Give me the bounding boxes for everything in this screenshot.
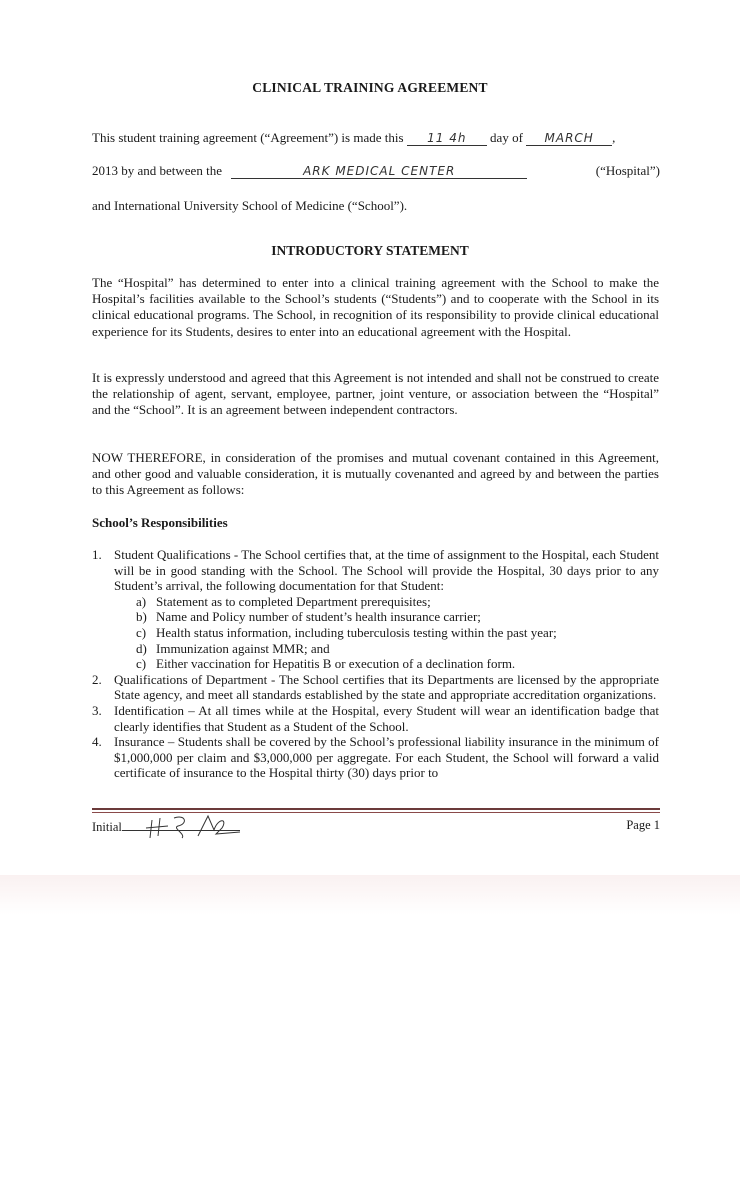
intro-line-2-suffix: (“Hospital”) <box>595 163 660 178</box>
item-number: 3. <box>92 702 102 718</box>
responsibilities-heading: School’s Responsibilities <box>92 515 228 530</box>
sub-item-text: Either vaccination for Hepatitis B or execution of a declination form. <box>156 656 516 672</box>
paragraph-2: It is expressly understood and agreed that this Agreement is not intended and shall not be construed to create the relationship of agent, servant, employee, partner, joint venture, or association between the “Hospital” and the “School”. It is an agreement between independent contractors. <box>92 370 659 418</box>
intro-line-3: and International University School of Medicine (“School”). <box>92 198 408 213</box>
list-item <box>92 547 659 672</box>
initials-signature <box>90 808 290 848</box>
sub-item-letter: d) <box>136 640 147 656</box>
hospital-name-field: ARK MEDICAL CENTER <box>231 164 527 179</box>
paragraph-1: The “Hospital” has determined to enter into a clinical training agreement with the School to make the Hospital’s facilities available to the School’s students (“Students”) and to cooperate with the School in its clinical educational programs. The School, in recognition of its responsibility to provide clinical educational experience for its Students, desires to enter into an educational agreement with the Hospital. <box>92 275 659 339</box>
item-text: Qualifications of Department - The School certifies that its Departments are licensed by the appropriate State agency, and meet all standards established by the state and appropriate accreditation organizations. <box>114 671 659 703</box>
sub-item <box>136 609 659 625</box>
paragraph-3: NOW THEREFORE, in consideration of the promises and mutual covenant contained in this Agreement, and other good and valuable consideration, it is mutually covenanted and agreed by and between the parties to this Agreement as follows: <box>92 450 659 498</box>
document-title: CLINICAL TRAINING AGREEMENT <box>252 80 488 95</box>
list-item <box>92 672 659 703</box>
day-field: 11 4h <box>407 131 487 146</box>
section-heading: INTRODUCTORY STATEMENT <box>271 243 469 258</box>
month-field: MARCH <box>526 131 612 146</box>
sub-item-letter: c) <box>136 624 147 640</box>
sub-item-text: Name and Policy number of student’s health insurance carrier; <box>156 609 481 625</box>
item-number: 1. <box>92 547 102 562</box>
intro-line-2 <box>92 163 660 179</box>
sub-item <box>136 656 659 672</box>
intro-line-2-prefix: 2013 by and between the <box>92 163 222 178</box>
sub-item <box>136 594 659 610</box>
item-text: Identification – At all times while at the Hospital, every Student will wear an identification badge that clearly identifies that Student as a Student of the School. <box>114 702 659 734</box>
item-text: Student Qualifications - The School certifies that, at the time of assignment to the Hospital, each Student will be in good standing with the School. The School will provide the Hospital, 30 days prior to any Student’s arrival, the following documentation for that Student: <box>114 547 659 594</box>
sub-item <box>136 625 659 641</box>
sub-item-letter: b) <box>136 609 147 625</box>
item-text: Insurance – Students shall be covered by the School’s professional liability insurance in the minimum of $1,000,000 per claim and $3,000,000 per aggregate. For each Student, the School will forward a valid certificate of insurance to the Hospital thirty (30) days prior to <box>114 734 659 781</box>
scan-shadow <box>0 875 740 915</box>
sub-list <box>114 594 659 672</box>
sub-item-text: Health status information, including tuberculosis testing within the past year; <box>156 624 557 640</box>
sub-item <box>136 641 659 657</box>
responsibilities-list <box>92 547 659 781</box>
item-number: 4. <box>92 734 102 750</box>
sub-item-text: Immunization against MMR; and <box>156 640 330 656</box>
item-number: 2. <box>92 671 102 687</box>
intro-line-1-suffix: , <box>612 130 616 145</box>
sub-item-letter: a) <box>136 593 147 609</box>
list-item <box>92 734 659 781</box>
intro-line-1 <box>92 130 615 146</box>
intro-line-1-prefix: This student training agreement (“Agreement”) is made this <box>92 130 404 145</box>
initial-label: Initial <box>92 820 122 834</box>
sub-item-letter: c) <box>136 656 147 672</box>
page-number: Page 1 <box>626 818 660 832</box>
list-item <box>92 703 659 734</box>
sub-item-text: Statement as to completed Department prerequisites; <box>156 593 431 609</box>
intro-line-1-mid: day of <box>490 130 523 145</box>
